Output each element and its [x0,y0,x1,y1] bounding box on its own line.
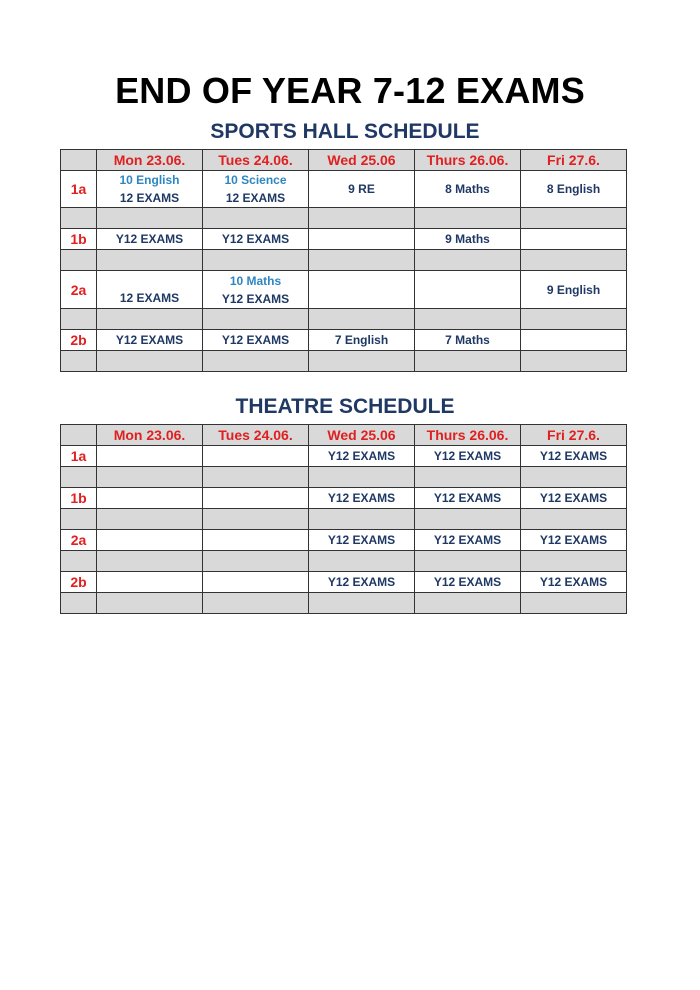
gap-cell [309,309,415,330]
gap-cell [203,351,309,372]
sports-hall-table [60,149,627,372]
day-header: Wed 25.06 [309,425,415,446]
gap-cell [415,551,521,572]
entry-primary: 12 EXAMS [119,291,180,305]
gap-row [61,250,627,271]
schedule-cell [415,171,521,208]
slot-row-1a [61,171,627,208]
schedule-cell [97,488,203,509]
day-header: Fri 27.6. [521,425,627,446]
gap-row [61,551,627,572]
schedule-cell [521,171,627,208]
schedule-cell: Y12 EXAMS [521,488,627,509]
schedule-cell: Y12 EXAMS [97,330,203,351]
slot-row-2a [61,530,627,551]
schedule-cell: Y12 EXAMS [97,229,203,250]
gap-cell [97,467,203,488]
gap-cell [97,250,203,271]
gap-cell [203,551,309,572]
gap-cell [309,250,415,271]
corner-cell [61,150,97,171]
schedule-cell [203,271,309,309]
schedule-cell: 9 Maths [415,229,521,250]
theatre-table [60,424,627,614]
gap-cell [97,593,203,614]
gap-cell [309,467,415,488]
gap-cell [97,509,203,530]
gap-cell [61,351,97,372]
schedule-cell: Y12 EXAMS [521,572,627,593]
schedule-cell: Y12 EXAMS [415,530,521,551]
gap-cell [309,351,415,372]
schedule-cell [203,446,309,467]
gap-cell [521,467,627,488]
schedule-cell: Y12 EXAMS [309,446,415,467]
slot-label: 2a [61,530,97,551]
entry-secondary: 10 Science [224,173,287,187]
entry-primary: 12 EXAMS [225,191,286,205]
schedule-cell: Y12 EXAMS [415,572,521,593]
slot-label: 2b [61,330,97,351]
gap-cell [61,309,97,330]
gap-cell [61,250,97,271]
schedule-cell [97,171,203,208]
slot-label: 2a [61,271,97,309]
gap-cell [203,467,309,488]
schedule-cell [97,572,203,593]
schedule-cell [521,271,627,309]
sports-hall-heading: SPORTS HALL SCHEDULE [210,120,480,143]
entry-secondary: 10 Maths [229,273,282,288]
gap-cell [415,250,521,271]
schedule-cell: Y12 EXAMS [203,330,309,351]
gap-row [61,309,627,330]
slot-row-2b [61,572,627,593]
entry-primary: 12 EXAMS [119,191,180,205]
gap-cell [97,309,203,330]
schedule-cell: Y12 EXAMS [415,488,521,509]
gap-cell [309,208,415,229]
schedule-cell: Y12 EXAMS [203,229,309,250]
gap-row [61,467,627,488]
slot-row-2b [61,330,627,351]
schedule-cell [203,171,309,208]
day-header: Tues 24.06. [203,150,309,171]
gap-row [61,351,627,372]
gap-cell [203,509,309,530]
entry-primary: Y12 EXAMS [221,291,290,306]
gap-cell [97,351,203,372]
day-header: Thurs 26.06. [415,425,521,446]
entry-primary: 8 Maths [445,182,490,196]
gap-row [61,208,627,229]
schedule-cell [309,271,415,309]
gap-cell [415,509,521,530]
gap-cell [61,467,97,488]
gap-cell [203,250,309,271]
schedule-cell [97,530,203,551]
corner-cell [61,425,97,446]
gap-cell [97,551,203,572]
day-header: Thurs 26.06. [415,150,521,171]
slot-label: 2b [61,572,97,593]
slot-row-1a [61,446,627,467]
entry-primary: 9 English [546,282,601,297]
entry-primary: 8 English [546,182,601,196]
schedule-cell [415,271,521,309]
page-title: END OF YEAR 7-12 EXAMS [115,70,585,111]
entry-primary: 9 RE [348,182,375,196]
gap-cell [309,593,415,614]
schedule-cell [521,330,627,351]
gap-cell [415,593,521,614]
gap-cell [309,509,415,530]
schedule-cell: Y12 EXAMS [415,446,521,467]
schedule-cell [97,271,203,309]
schedule-cell [97,446,203,467]
schedule-cell [309,229,415,250]
header-row [61,150,627,171]
gap-cell [521,551,627,572]
entry-secondary: 10 English [119,173,180,187]
slot-label: 1b [61,229,97,250]
gap-cell [203,309,309,330]
day-header: Fri 27.6. [521,150,627,171]
gap-cell [521,309,627,330]
gap-cell [521,593,627,614]
slot-label: 1a [61,446,97,467]
gap-cell [415,208,521,229]
schedule-cell [203,488,309,509]
gap-row [61,593,627,614]
gap-cell [521,351,627,372]
day-header: Mon 23.06. [97,150,203,171]
gap-cell [61,509,97,530]
slot-label: 1a [61,171,97,208]
gap-cell [309,551,415,572]
slot-row-1b [61,229,627,250]
slot-row-2a [61,271,627,309]
day-header: Tues 24.06. [203,425,309,446]
gap-cell [97,208,203,229]
schedule-cell [203,530,309,551]
schedule-cell [521,229,627,250]
slot-row-1b [61,488,627,509]
gap-cell [61,593,97,614]
gap-cell [521,208,627,229]
schedule-cell: 7 English [309,330,415,351]
gap-cell [415,351,521,372]
gap-cell [61,551,97,572]
gap-cell [521,250,627,271]
day-header: Wed 25.06 [309,150,415,171]
schedule-cell [203,572,309,593]
gap-cell [521,509,627,530]
gap-cell [415,309,521,330]
schedule-cell: Y12 EXAMS [521,530,627,551]
schedule-cell: Y12 EXAMS [309,488,415,509]
gap-cell [203,593,309,614]
header-row [61,425,627,446]
slot-label: 1b [61,488,97,509]
schedule-cell: Y12 EXAMS [521,446,627,467]
day-header: Mon 23.06. [97,425,203,446]
schedule-cell: Y12 EXAMS [309,572,415,593]
gap-cell [61,208,97,229]
schedule-cell: 7 Maths [415,330,521,351]
gap-row [61,509,627,530]
schedule-cell: Y12 EXAMS [309,530,415,551]
schedule-cell [309,171,415,208]
gap-cell [415,467,521,488]
gap-cell [203,208,309,229]
theatre-heading: THEATRE SCHEDULE [235,395,455,418]
